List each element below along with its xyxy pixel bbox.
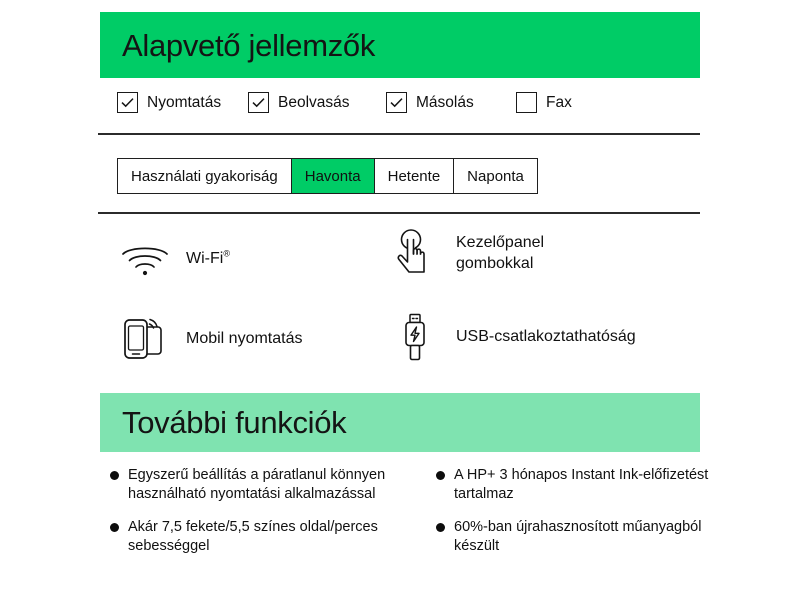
feature-label-wifi: Wi-Fi®: [186, 249, 230, 268]
hand-press-button-icon: [388, 226, 442, 280]
capability-beolvasas[interactable]: [248, 92, 360, 113]
mobile-print-icon: [118, 312, 172, 366]
secondary-section-title: További funkciók: [122, 405, 347, 440]
segment-havonta[interactable]: Havonta: [292, 159, 375, 193]
segment-naponta[interactable]: Naponta: [454, 159, 537, 193]
feature-control-panel: [388, 226, 544, 280]
feature-label-mobile-printing: Mobil nyomtatás: [186, 330, 303, 348]
usb-cable-icon: [388, 310, 442, 364]
capabilities-checkbox-row: [117, 92, 572, 113]
feature-label-usb: USB-csatlakoztathatóság: [456, 328, 636, 346]
extra-features-right-column: [436, 466, 726, 557]
segment-label-usage-frequency: Használati gyakoriság: [118, 159, 292, 193]
checkbox-checked-icon[interactable]: [386, 92, 407, 113]
page-title: Alapvető jellemzők: [122, 27, 376, 63]
bullet-dot-icon: [110, 523, 119, 532]
primary-section-banner: [100, 12, 700, 78]
list-item: [436, 518, 726, 556]
list-item-text: 60%-ban újrahasznosított műanyagból készült: [454, 519, 702, 555]
capability-nyomtatas[interactable]: [117, 92, 222, 113]
control-panel-line-1: Kezelőpanel: [456, 233, 545, 251]
list-item-text: Akár 7,5 fekete/5,5 színes oldal/perces sebességgel: [128, 519, 378, 555]
list-item-text: Egyszerű beállítás a páratlanul könnyen használható nyomtatási alkalmazással: [128, 467, 386, 503]
checkbox-unchecked-icon[interactable]: [516, 92, 537, 113]
capability-fax[interactable]: [516, 92, 572, 113]
bullet-dot-icon: [110, 471, 119, 480]
list-item: [110, 518, 400, 556]
list-item: [436, 466, 726, 504]
checkbox-checked-icon[interactable]: [117, 92, 138, 113]
registered-trademark-symbol: ®: [223, 249, 230, 260]
capability-label: Nyomtatás: [147, 93, 222, 111]
list-item-text: A HP+ 3 hónapos Instant Ink-előfizetést tartalmaz: [454, 467, 709, 503]
secondary-section-banner: [100, 393, 700, 452]
usage-frequency-segmented-control: [117, 158, 538, 194]
segment-hetente[interactable]: Hetente: [375, 159, 455, 193]
divider-upper: [98, 133, 700, 135]
feature-mobile-printing: [118, 312, 303, 366]
divider-lower: [98, 212, 700, 214]
checkbox-checked-icon[interactable]: [248, 92, 269, 113]
capability-label: Beolvasás: [278, 93, 350, 111]
list-item: [110, 466, 400, 504]
feature-wifi: [118, 232, 230, 286]
capability-label: Másolás: [416, 93, 474, 111]
feature-label-control-panel: [456, 232, 544, 274]
extra-features-left-column: [110, 466, 400, 557]
bullet-dot-icon: [436, 523, 445, 532]
bullet-dot-icon: [436, 471, 445, 480]
feature-usb-connectivity: [388, 310, 636, 364]
control-panel-line-2: gombokkal: [456, 255, 534, 272]
wifi-icon: [118, 232, 172, 286]
capability-label: Fax: [546, 93, 572, 111]
capability-masolas[interactable]: [386, 92, 490, 113]
